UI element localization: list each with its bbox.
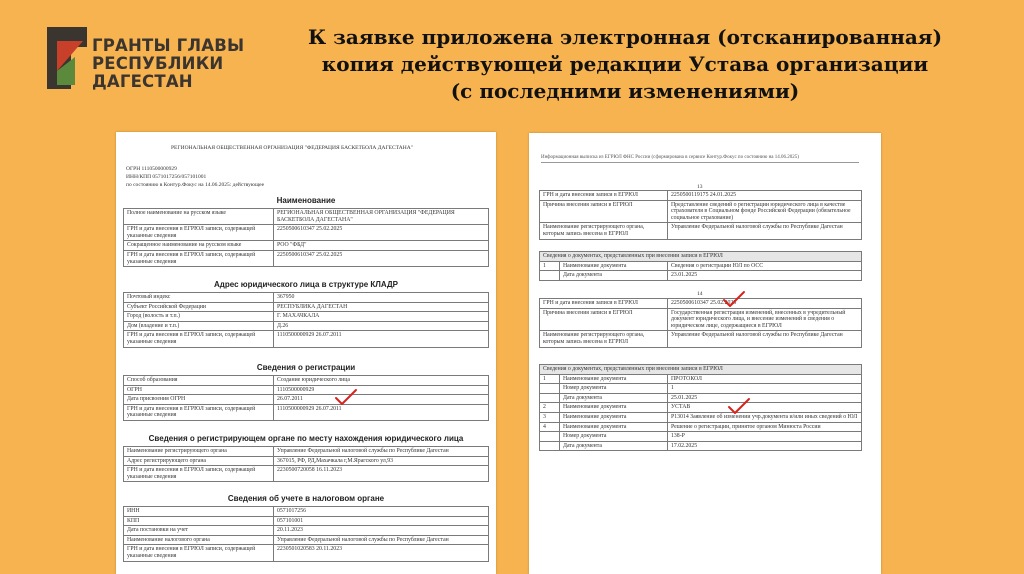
table-row — [124, 376, 489, 386]
value-cell: 2250500610347 25.02.2025 — [274, 225, 489, 241]
value-cell: РОО "ФБД" — [274, 241, 489, 251]
section-title: Сведения о регистрирующем органе по месту нахождения юридического лица — [148, 434, 464, 443]
label-cell: Полное наименование на русском языке — [124, 209, 274, 225]
inn-kpp-line: ИНН/КПП 0571017256/057101001 — [126, 174, 207, 180]
logo-line: ДАГЕСТАН — [92, 72, 193, 91]
table-row — [124, 209, 489, 225]
section-title: Сведения о регистрации — [256, 363, 356, 372]
label-cell: ГРН и дата внесения записи в ЕГРЮЛ — [540, 299, 668, 309]
info-table — [123, 506, 489, 562]
value-cell: Д.26 — [274, 321, 489, 331]
num-cell: 4 — [540, 422, 560, 432]
label-cell: Наименование документа — [560, 403, 668, 413]
table-row — [124, 385, 489, 395]
label-cell: Номер документа — [560, 384, 668, 394]
table-row — [124, 545, 489, 561]
value-cell: 1110500000929 — [274, 385, 489, 395]
section-title: Сведения об учете в налоговом органе — [227, 494, 385, 503]
info-table — [123, 208, 489, 267]
value-cell: 20.11.2023 — [274, 526, 489, 536]
record-table — [539, 190, 862, 240]
table-row — [540, 441, 862, 451]
label-cell: ГРН и дата внесения в ЕГРЮЛ записи, содержащей указанные сведения — [124, 331, 274, 347]
docs-header-cell: Сведения о документах, представленных при внесении записи в ЕГРЮЛ — [540, 252, 862, 262]
num-cell: 1 — [540, 261, 560, 271]
table-row — [124, 456, 489, 466]
value-cell: УСТАВ — [668, 403, 862, 413]
value-cell: Управление Федеральной налоговой службы по Республике Дагестан — [274, 447, 489, 457]
value-cell: Р13014 Заявление об изменении учр.документа и/или иных сведений о ЮЛ — [668, 412, 862, 422]
table-row — [124, 293, 489, 303]
table-row — [124, 395, 489, 405]
slide-title — [285, 24, 965, 105]
num-cell — [540, 432, 560, 442]
label-cell: ГРН и дата внесения в ЕГРЮЛ записи, содержащей указанные сведения — [124, 250, 274, 266]
value-cell: Создание юридического лица — [274, 376, 489, 386]
value-cell: 0571017256 — [274, 507, 489, 517]
label-cell: Дата постановки на учет — [124, 526, 274, 536]
label-cell: Наименование налогового органа — [124, 535, 274, 545]
num-cell: 3 — [540, 412, 560, 422]
table-row — [540, 223, 862, 239]
table-row — [124, 321, 489, 331]
table-row — [540, 374, 862, 384]
info-table — [123, 446, 489, 482]
checkmark-icon — [727, 397, 751, 415]
value-cell: 367950 — [274, 293, 489, 303]
egrul-extract-document — [529, 133, 881, 574]
value-cell: 138-Р — [668, 432, 862, 442]
table-row — [540, 384, 862, 394]
block-number: 14 — [697, 291, 703, 297]
checkmark-icon — [334, 388, 358, 406]
value-cell: Сведения о регистрации ЮЛ по ОСС — [668, 261, 862, 271]
table-row — [540, 252, 862, 262]
info-table — [123, 375, 489, 421]
label-cell: ОГРН — [124, 385, 274, 395]
table-row — [540, 308, 862, 331]
value-cell: 2250500610347 25.02.2025 — [668, 299, 862, 309]
value-cell: 2230500720058 16.11.2023 — [274, 466, 489, 482]
value-cell: Представление сведений о регистрации юридического лица в качестве страхователя в Социальном фонде Российской Федерации (обязательное социальное страхование) — [668, 200, 862, 223]
value-cell: 057101001 — [274, 516, 489, 526]
title-line: копия действующей редакции Устава организации — [321, 52, 929, 76]
documents-table — [539, 364, 862, 451]
num-cell — [540, 393, 560, 403]
label-cell: Сокращенное наименование на русском языке — [124, 241, 274, 251]
status-line: по состоянию в Контур.Фокус на 14.06.2025: действующее — [126, 182, 265, 188]
table-row — [124, 507, 489, 517]
label-cell: Причина внесения записи в ЕГРЮЛ — [540, 200, 668, 223]
label-cell: Дата присвоения ОГРН — [124, 395, 274, 405]
label-cell: ИНН — [124, 507, 274, 517]
table-row — [124, 241, 489, 251]
value-cell: 23.01.2025 — [668, 271, 862, 281]
label-cell: ГРН и дата внесения записи в ЕГРЮЛ — [540, 191, 668, 201]
ogrn-line: ОГРН 1110500000929 — [126, 166, 177, 172]
value-cell: 1110500000929 26.07.2011 — [274, 331, 489, 347]
value-cell: Решение о регистрации, принятое органом Минюста России — [668, 422, 862, 432]
table-row — [540, 271, 862, 281]
table-row — [540, 191, 862, 201]
num-cell: 1 — [540, 374, 560, 384]
num-cell — [540, 384, 560, 394]
value-cell: 2250500119175 24.01.2025 — [668, 191, 862, 201]
divider — [541, 162, 859, 163]
table-row — [540, 331, 862, 347]
value-cell: 1110500000929 26.07.2011 — [274, 404, 489, 420]
label-cell: Способ образования — [124, 376, 274, 386]
value-cell: Управление Федеральной налоговой службы по Республике Дагестан — [274, 535, 489, 545]
table-row — [124, 404, 489, 420]
extract-header: Информационная выписка из ЕГРЮЛ ФНС России (сформирована в сервисе Контур.Фокус по состоянию на 14.06.2025) — [541, 155, 799, 160]
value-cell: Управление Федеральной налоговой службы по Республике Дагестан — [668, 331, 862, 347]
table-row — [124, 250, 489, 266]
documents-table — [539, 251, 862, 281]
title-line: (с последними изменениями) — [450, 79, 800, 103]
value-cell: РЕСПУБЛИКА ДАГЕСТАН — [274, 302, 489, 312]
table-row — [124, 516, 489, 526]
label-cell: Наименование регистрирующего органа, которым запись внесена в ЕГРЮЛ — [540, 223, 668, 239]
charter-extract-document — [116, 132, 496, 574]
label-cell: Адрес регистрирующего органа — [124, 456, 274, 466]
value-cell: РЕГИОНАЛЬНАЯ ОБЩЕСТВЕННАЯ ОРГАНИЗАЦИЯ "ФЕДЕРАЦИЯ БАСКЕТБОЛА ДАГЕСТАНА" — [274, 209, 489, 225]
logo-line: РЕСПУБЛИКИ — [92, 54, 224, 73]
value-cell: 26.07.2011 — [274, 395, 489, 405]
label-cell: Город (волость и т.п.) — [124, 312, 274, 322]
label-cell: Наименование документа — [560, 412, 668, 422]
checkmark-icon — [722, 290, 746, 308]
value-cell: 25.01.2025 — [668, 393, 862, 403]
label-cell: Номер документа — [560, 432, 668, 442]
table-row — [124, 331, 489, 347]
label-cell: Наименование документа — [560, 422, 668, 432]
table-row — [124, 466, 489, 482]
value-cell: Управление Федеральной налоговой службы по Республике Дагестан — [668, 223, 862, 239]
label-cell: ГРН и дата внесения в ЕГРЮЛ записи, содержащей указанные сведения — [124, 466, 274, 482]
label-cell: Дата документа — [560, 441, 668, 451]
grants-logo-icon — [47, 27, 87, 89]
value-cell: 2250500610347 25.02.2025 — [274, 250, 489, 266]
value-cell: Г. МАХАЧКАЛА — [274, 312, 489, 322]
label-cell: Субъект Российской Федерации — [124, 302, 274, 312]
table-row — [540, 393, 862, 403]
value-cell: 17.02.2025 — [668, 441, 862, 451]
block-number: 13 — [697, 184, 703, 190]
label-cell: ГРН и дата внесения в ЕГРЮЛ записи, содержащей указанные сведения — [124, 404, 274, 420]
label-cell: Наименование документа — [560, 261, 668, 271]
title-line: К заявке приложена электронная (отсканированная) — [307, 25, 943, 49]
logo-line: ГРАНТЫ ГЛАВЫ — [92, 36, 245, 55]
table-row — [540, 403, 862, 413]
label-cell: Дата документа — [560, 393, 668, 403]
table-row — [540, 422, 862, 432]
label-cell: Дата документа — [560, 271, 668, 281]
table-row — [124, 535, 489, 545]
table-row — [540, 365, 862, 375]
table-row — [540, 200, 862, 223]
num-cell: 2 — [540, 403, 560, 413]
num-cell — [540, 271, 560, 281]
table-row — [124, 302, 489, 312]
record-table — [539, 298, 862, 348]
table-row — [540, 432, 862, 442]
label-cell: ГРН и дата внесения в ЕГРЮЛ записи, содержащей указанные сведения — [124, 545, 274, 561]
label-cell: Причина внесения записи в ЕГРЮЛ — [540, 308, 668, 331]
num-cell — [540, 441, 560, 451]
label-cell: Дом (владение и т.п.) — [124, 321, 274, 331]
table-row — [540, 261, 862, 271]
value-cell: 1 — [668, 384, 862, 394]
section-title: Наименование — [276, 196, 336, 205]
section-title: Адрес юридического лица в структуре КЛАДР — [213, 280, 398, 289]
table-row — [124, 526, 489, 536]
info-table — [123, 292, 489, 348]
label-cell: Наименование регистрирующего органа, которым запись внесена в ЕГРЮЛ — [540, 331, 668, 347]
table-row — [540, 299, 862, 309]
logo-text — [92, 37, 244, 91]
table-row — [124, 225, 489, 241]
label-cell: Наименование регистрирующего органа — [124, 447, 274, 457]
label-cell: Наименование документа — [560, 374, 668, 384]
table-row — [124, 447, 489, 457]
docs-header-cell: Сведения о документах, представленных при внесении записи в ЕГРЮЛ — [540, 365, 862, 375]
value-cell: ПРОТОКОЛ — [668, 374, 862, 384]
value-cell: 2230501020583 20.11.2023 — [274, 545, 489, 561]
label-cell: КПП — [124, 516, 274, 526]
label-cell: ГРН и дата внесения в ЕГРЮЛ записи, содержащей указанные сведения — [124, 225, 274, 241]
value-cell: 367015, РФ, РД,Махачкала г,М.Ярагского ул,93 — [274, 456, 489, 466]
table-row — [540, 412, 862, 422]
table-row — [124, 312, 489, 322]
value-cell: Государственная регистрация изменений, внесенных в учредительный документ юридического лица, и внесение изменений в сведения о юридическом лице, содержащиеся в ЕГРЮЛ — [668, 308, 862, 331]
org-header: РЕГИОНАЛЬНАЯ ОБЩЕСТВЕННАЯ ОРГАНИЗАЦИЯ "ФЕДЕРАЦИЯ БАСКЕТБОЛА ДАГЕСТАНА" — [171, 145, 413, 151]
label-cell: Почтовый индекс — [124, 293, 274, 303]
